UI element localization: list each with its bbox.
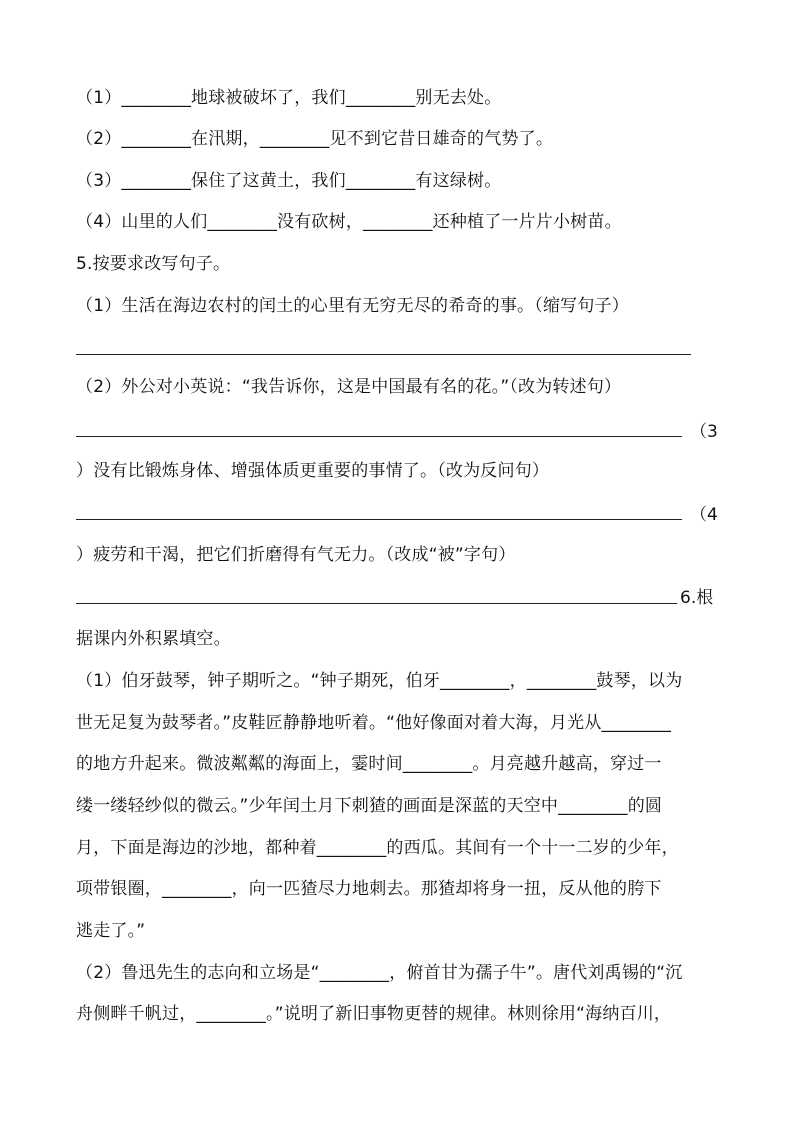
q6-paragraph-2-line-1: （2）鲁迅先生的志向和立场是“________，俯首甘为孺子牛”。唐代刘禹锡的“沉	[76, 963, 683, 983]
answer-line	[76, 354, 691, 355]
answer-line	[76, 603, 677, 604]
q6-paragraph-1-line-3: 的地方升起来。微波粼粼的海面上，霎时间________。月亮越升越高，穿过一	[76, 754, 662, 774]
q5-item-3-number: （3	[690, 422, 718, 442]
q6-paragraph-1-line-1: （1）伯牙鼓琴，钟子期听之。“钟子期死，伯牙________，________鼓琴，以为	[76, 671, 683, 691]
q6-paragraph-1-line-6: 项带银圈，________，向一匹猹尽力地刺去。那猹却将身一扭，反从他的胯下	[76, 879, 662, 899]
answer-line	[76, 519, 682, 520]
q5-sentence-3: ）没有比锻炼身体、增强体质更重要的事情了。（改为反问句）	[76, 461, 550, 481]
q4-item-4: （4）山里的人们________没有砍树，________还种植了一片片小树苗。	[76, 212, 622, 232]
q6-paragraph-2-line-2: 舟侧畔千帆过，________。”说明了新旧事物更替的规律。林则徐用“海纳百川，	[76, 1004, 672, 1024]
q5-item-4-number: （4	[690, 505, 718, 525]
q5-sentence-2: （2）外公对小英说：“我告诉你，这是中国最有名的花。”（改为转述句）	[76, 377, 622, 397]
q4-item-2: （2）________在汛期，________见不到它昔日雄奇的气势了。	[76, 129, 554, 149]
q4-item-1: （1）________地球被破坏了，我们________别无去处。	[76, 88, 502, 108]
q6-paragraph-1-line-7: 逃走了。”	[76, 921, 146, 941]
q5-sentence-4: ）疲劳和干渴，把它们折磨得有气无力。（改成“被”字句）	[76, 545, 516, 565]
q6-title-rest: 据课内外积累填空。	[76, 629, 231, 649]
q6-paragraph-1-line-5: 月，下面是海边的沙地，都种着________的西瓜。其间有一个十一二岁的少年，	[76, 838, 679, 858]
q6-paragraph-1-line-4: 缕一缕轻纱似的微云。”少年闰土月下刺猹的画面是深蓝的天空中________的圆	[76, 796, 663, 816]
q4-item-3: （3）________保住了这黄土，我们________有这绿树。	[76, 171, 502, 191]
q6-paragraph-1-line-2: 世无足复为鼓琴者。”皮鞋匠静静地听着。“他好像面对着大海，月光从________	[76, 713, 672, 733]
q6-title-head: 6.根	[680, 588, 714, 608]
q5-title: 5.按要求改写句子。	[76, 254, 231, 274]
answer-line	[76, 436, 682, 437]
q5-sentence-1: （1）生活在海边农村的闰土的心里有无穷无尽的希奇的事。（缩写句子）	[76, 296, 629, 316]
